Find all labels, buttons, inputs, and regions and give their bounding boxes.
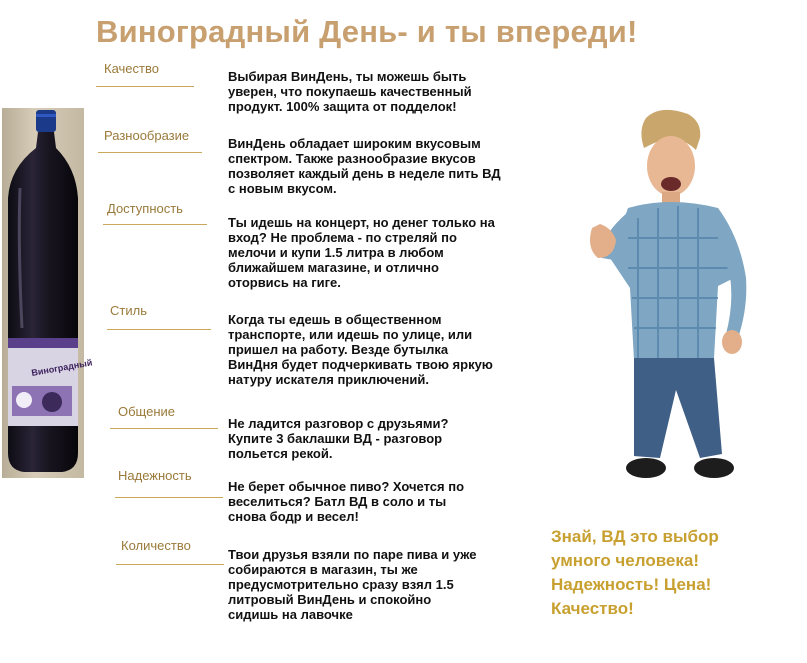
- slogan-line: умного человека!: [551, 551, 700, 570]
- category-underline: [103, 224, 207, 225]
- cheering-person-illustration: [568, 108, 768, 498]
- category-underline: [98, 152, 202, 153]
- slogan-line: Знай, ВД это выбор: [551, 527, 719, 546]
- person-photo: [568, 108, 768, 498]
- paragraph-variety: ВинДень обладает широким вкусовым спектром. Также разнообразие вкусов позволяет каждый день в неделе пить ВД с новым вкусом.: [228, 136, 501, 196]
- category-label-quantity: Количество: [121, 538, 191, 553]
- category-label-reliability: Надежность: [118, 468, 192, 483]
- paragraph-style: Когда ты едешь в общественном транспорте, или идешь по улице, или пришел на работу. Везде бутылка ВинДня будет подчеркивать твою яркую натуру искателя приключений.: [228, 312, 493, 387]
- category-label-communication: Общение: [118, 404, 176, 419]
- category-underline: [116, 564, 224, 565]
- category-underline: [110, 428, 218, 429]
- category-label-availability: Доступность: [107, 201, 183, 216]
- slogan-line: Надежность! Цена!: [551, 575, 712, 594]
- page-title: Виноградный День- и ты впереди!: [96, 14, 638, 49]
- category-underline: [107, 329, 211, 330]
- category-label-variety: Разнообразие: [104, 128, 190, 143]
- paragraph-quantity: Твои друзья взяли по паре пива и уже собираются в магазин, ты же предусмотрительно сразу взял 1.5 литровый ВинДень и спокойно сидишь на лавочке: [228, 547, 477, 622]
- paragraph-quality: Выбирая ВинДень, ты можешь быть уверен, что покупаешь качественный продукт. 100% защита от подделок!: [228, 69, 472, 114]
- category-label-quality: Качество: [104, 61, 159, 76]
- paragraph-availability: Ты идешь на концерт, но денег только на вход? Не проблема - по стреляй по мелочи и купи 1.5 литра в любом ближайшем магазине, и отлично оторвись на гиге.: [228, 215, 495, 290]
- category-label-style: Стиль: [110, 303, 147, 318]
- slogan-line: Качество!: [551, 599, 634, 618]
- bottle-photo: [2, 108, 94, 478]
- paragraph-communication: Не ладится разговор с друзьями? Купите 3 баклашки ВД - разговор польется рекой.: [228, 416, 449, 461]
- category-underline: [96, 86, 194, 87]
- category-underline: [115, 497, 223, 498]
- paragraph-reliability: Не берет обычное пиво? Хочется по веселиться? Батл ВД в соло и ты снова бодр и весел!: [228, 479, 465, 524]
- slogan: [551, 525, 719, 621]
- bottle-label-brand: Виноградный: [30, 357, 94, 378]
- bottle-illustration: [2, 108, 94, 478]
